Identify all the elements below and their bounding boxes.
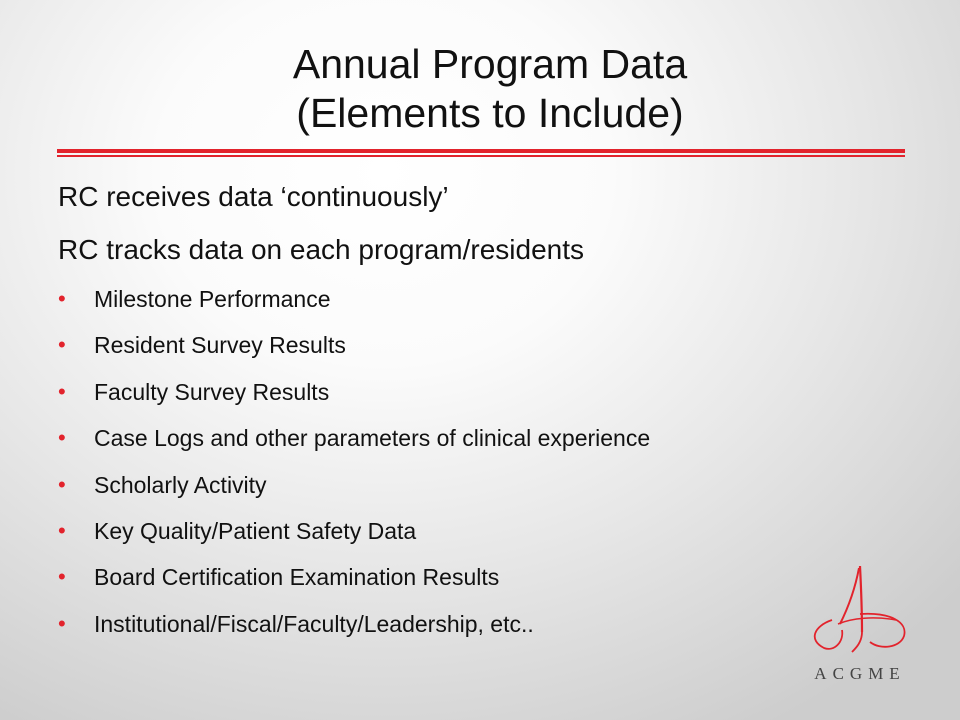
- bullet-text: Scholarly Activity: [94, 471, 267, 498]
- acgme-logo: [804, 562, 916, 692]
- bullet-text: Resident Survey Results: [94, 332, 346, 359]
- bullet-text: Institutional/Fiscal/Faculty/Leadership, etc..: [94, 610, 534, 637]
- bullet-text: Board Certification Examination Results: [94, 564, 500, 591]
- acgme-a-logo-icon: [804, 562, 916, 662]
- title-divider-thick-line: [57, 149, 905, 153]
- bullet-icon: •: [58, 610, 66, 636]
- title-divider-thin-line: [57, 155, 905, 157]
- bullet-text: Case Logs and other parameters of clinical experience: [94, 425, 651, 452]
- bullet-icon: •: [58, 564, 66, 590]
- bullet-icon: •: [58, 286, 66, 311]
- bullet-icon: •: [58, 471, 66, 497]
- slide-title-line-2: (Elements to Include): [296, 90, 684, 136]
- bullet-icon: •: [58, 332, 66, 358]
- slide-title: [160, 40, 820, 138]
- statement-tracks-data: RC tracks data on each program/residents: [58, 234, 585, 265]
- title-divider: [57, 149, 905, 158]
- bullet-icon: •: [58, 517, 66, 543]
- bullet-text: Milestone Performance: [94, 286, 331, 312]
- bullet-text: Key Quality/Patient Safety Data: [94, 517, 417, 544]
- slide-title-line-1: Annual Program Data: [292, 41, 688, 87]
- bullet-icon: •: [58, 425, 66, 451]
- bullet-text: Faculty Survey Results: [94, 378, 330, 405]
- acgme-logo-text: ACGME: [814, 664, 906, 683]
- bullet-icon: •: [58, 378, 66, 404]
- statement-receives-data: RC receives data ‘continuously’: [58, 181, 449, 212]
